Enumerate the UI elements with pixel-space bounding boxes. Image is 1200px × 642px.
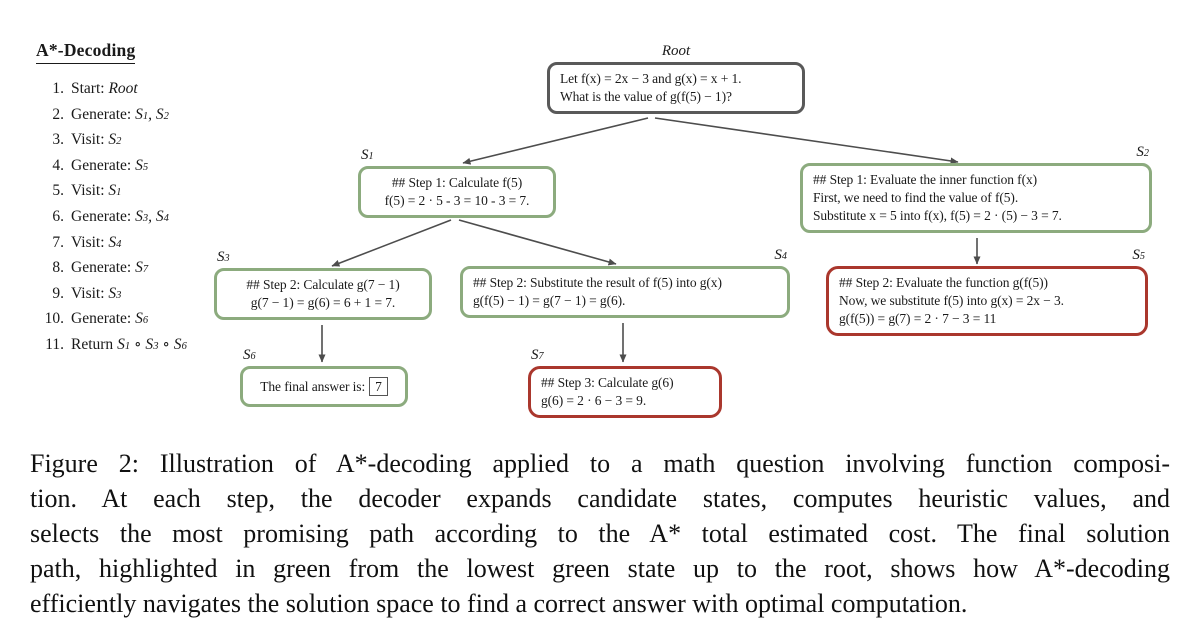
tree-node-s4 [460,246,790,318]
algorithm-step: 4. Generate: $S_5$ [52,156,149,174]
algorithm-step: 9. Visit: $S_3$ [52,284,122,302]
algorithm-step: 5. Visit: $S_1$ [52,182,122,200]
caption-line: tion. At each step, the decoder expands candidate states, computes heuristic values, and [30,484,1170,513]
algorithm-title: A*-Decoding [36,40,135,64]
algorithm-step: 10. Generate: $S_6$ [44,310,149,328]
tree-node-s5 [826,246,1148,336]
node-box-s3: ## Step 2: Calculate g(7 − 1) g(7 − 1) = g(6) = 6 + 1 = 7. [214,268,432,320]
tree-node-s2 [800,143,1152,233]
node-box-s6 [240,366,408,407]
node-box-root: Let f(x) = 2x − 3 and g(x) = x + 1. What is the value of g(f(5) − 1)? [547,62,805,114]
node-box-s1: ## Step 1: Calculate f(5) f(5) = 2 · 5 - 3 = 10 - 3 = 7. [358,166,556,218]
tree-node-root [547,42,805,114]
node-box-s5: ## Step 2: Evaluate the function g(f(5)) Now, we substitute f(5) into g(x) = 2x − 3. g(f(5)) = g(7) = 2 · 7 − 3 = 11 [826,266,1148,336]
caption-line: path, highlighted in green from the lowest green state up to the root, shows how A*-decoding [30,554,1170,583]
node-label-s1: $S_1$ [361,147,374,163]
node-box-s7: ## Step 3: Calculate g(6) g(6) = 2 · 6 − 3 = 9. [528,366,722,418]
node-label-s6: $S_6$ [243,347,256,363]
node-label-s5: $S_5$ [1132,247,1145,263]
algorithm-step: 11. Return $S_1$ ∘ $S_3$ ∘ $S_6$ [45,335,187,353]
node-label-s4: $S_4$ [774,247,787,263]
node-box-s4: ## Step 2: Substitute the result of f(5) into g(x) g(f(5) − 1) = g(7 − 1) = g(6). [460,266,790,318]
tree-node-s1 [358,146,556,218]
final-answer-value: 7 [369,377,388,396]
figure-caption [30,446,1170,621]
tree-node-s6 [240,346,408,407]
node-label-s3: $S_3$ [217,249,230,265]
caption-line: Figure 2: Illustration of A*-decoding applied to a math question involving function composi- [30,449,1170,478]
tree-node-s7 [528,346,722,418]
caption-line: selects the most promising path according to the A* total estimated cost. The final solution [30,519,1170,548]
node-label-root: Root [661,43,691,59]
caption-line: efficiently navigates the solution space to find a correct answer with optimal computation. [30,589,968,618]
algorithm-step: 7. Visit: $S_4$ [52,233,122,251]
node-label-s7: $S_7$ [531,347,544,363]
algorithm-step: 8. Generate: $S_7$ [52,259,149,277]
algorithm-step: 2. Generate: $S_1$, $S_2$ [52,105,169,123]
node-label-s2: $S_2$ [1136,144,1149,160]
algorithm-step: 1. Start: Root [52,80,138,97]
final-answer-text: The final answer is: [260,379,366,394]
algorithm-step: 3. Visit: $S_2$ [52,131,122,149]
node-box-s2: ## Step 1: Evaluate the inner function f(x) First, we need to find the value of f(5). Substitute x = 5 into f(x), f(5) = 2 · (5) − 3 = 7. [800,163,1152,233]
algorithm-step: 6. Generate: $S_3$, $S_4$ [52,207,169,225]
tree-node-s3 [214,248,432,320]
